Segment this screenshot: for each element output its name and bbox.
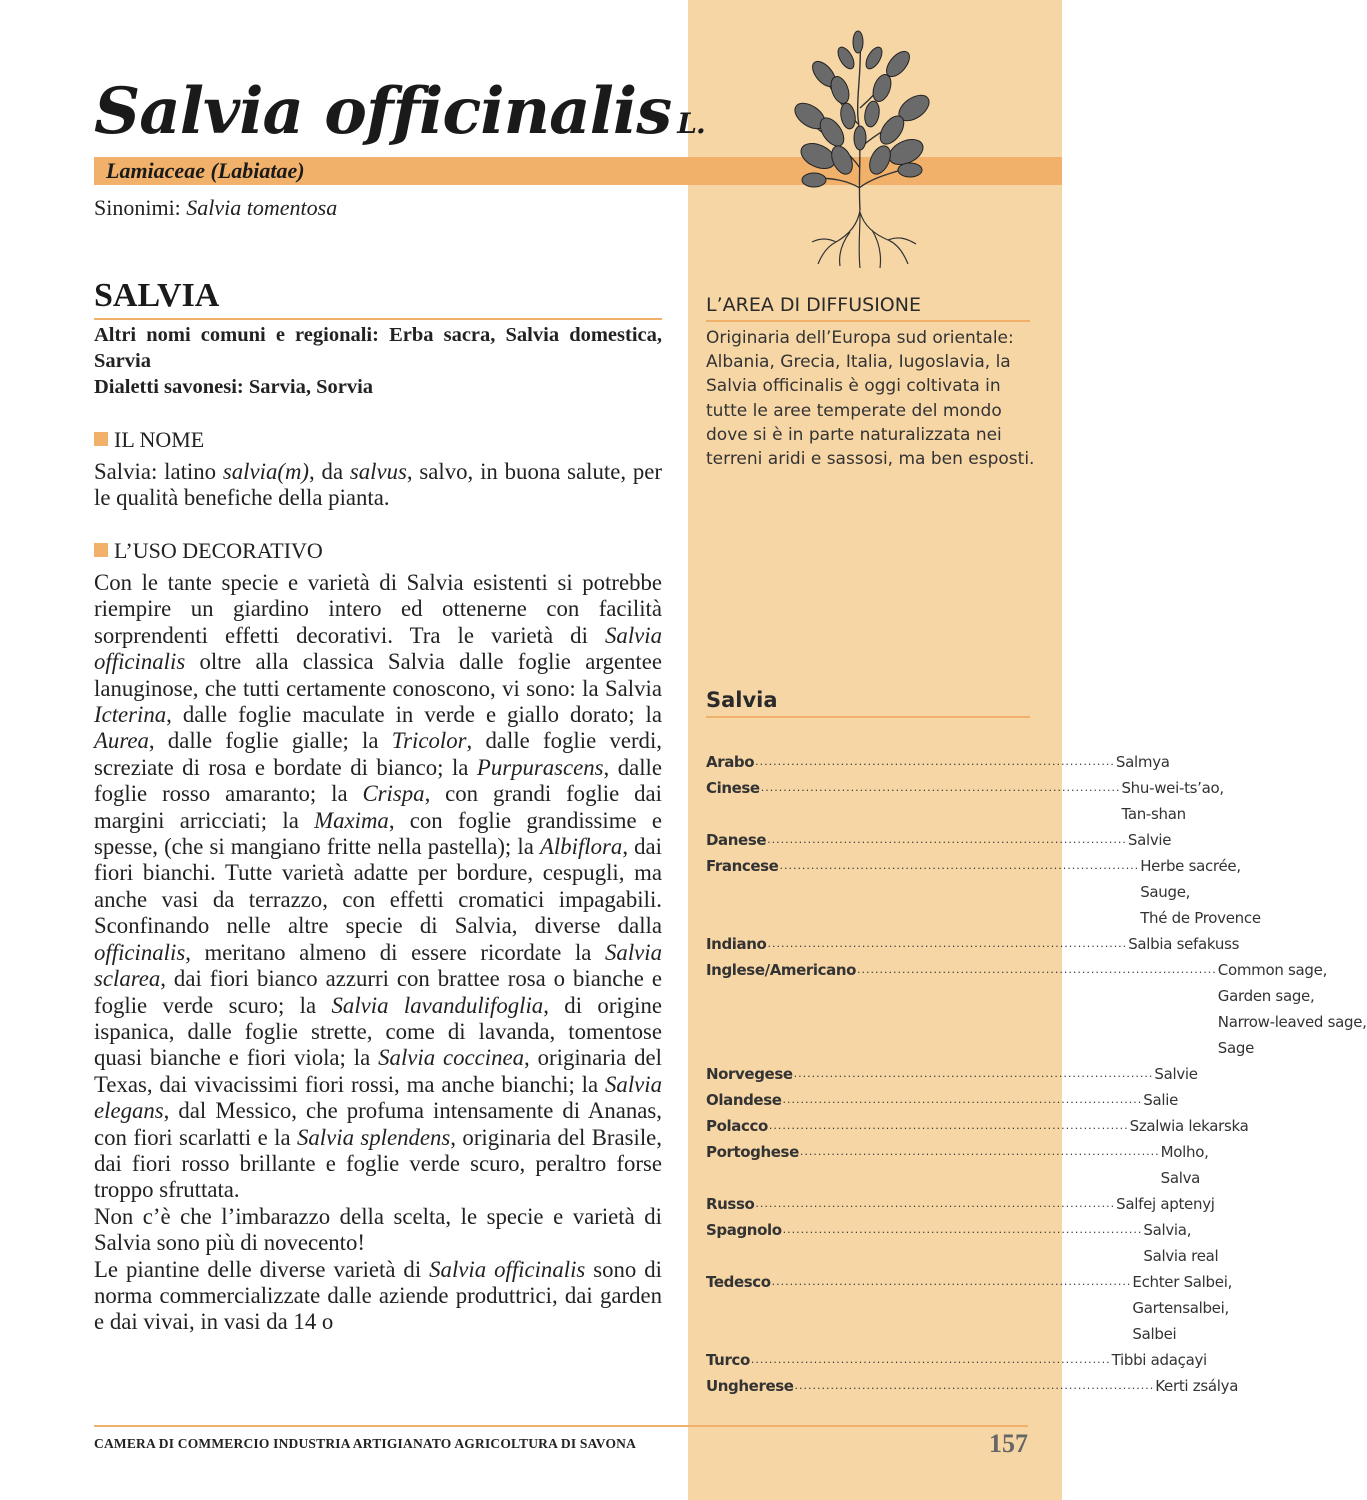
language-label: Ungherese (706, 1377, 794, 1395)
translation-value: Herbe sacrée, (1140, 857, 1241, 875)
translation-value: Common sage, (1217, 961, 1328, 979)
dot-leader: ................................................................................ (755, 755, 1115, 768)
translation-values (1116, 749, 1170, 775)
foreign-names-list (706, 749, 1367, 1399)
translation-value: Narrow-leaved sage, (1217, 1013, 1367, 1031)
translation-values (1154, 1061, 1197, 1087)
name-row (706, 827, 1172, 853)
section-title: IL NOME (114, 427, 205, 452)
language-label: Olandese (706, 1091, 782, 1109)
translation-value: Tan-shan (1121, 805, 1186, 823)
dot-leader: ................................................................................ (857, 963, 1217, 976)
page-number: 157 (989, 1429, 1028, 1458)
dialect-names: Dialetti savonesi: Sarvia, Sorvia (94, 376, 374, 398)
section-heading-nome (94, 426, 204, 454)
translation-value: Garden sage, (1217, 987, 1315, 1005)
title-author: L. (677, 107, 705, 140)
translation-value: Salbei (1132, 1325, 1177, 1343)
footer-divider (94, 1425, 1028, 1427)
translation-value: Molho, (1160, 1143, 1209, 1161)
name-row (706, 1347, 1207, 1373)
synonyms-label: Sinonimi: (94, 195, 181, 220)
translation-values (1112, 1347, 1207, 1373)
translation-values (1218, 957, 1367, 1061)
name-row (706, 1061, 1198, 1087)
language-label: Arabo (706, 753, 755, 771)
section-bullet (94, 432, 108, 446)
dot-leader: ................................................................................ (767, 937, 1128, 950)
uso-decorativo-text (94, 570, 662, 1336)
translation-value: Sauge, (1140, 883, 1191, 901)
paragraph: Con le tante specie e varietà di Salvia esistenti si potrebbe riempire un giardino intero ed ottenerne con facilità sorprendenti effetti decorativi. Tra le varietà di Salvia officinalis oltre alla classica Salvia dalle foglie argentee lanuginose, che tutti certamente conoscono, vi sono: la Salvia Icterina, dalle foglie maculate in verde e giallo dorato; la Aurea, dalle foglie gialle; la Tricolor, dalle foglie verdi, screziate di rosa e bordate di bianco; la Purpurascens, dalle foglie rosso amaranto; la Crispa, con grandi foglie dai margini arricciati; la Maxima, con foglie grandissime e spesse, (che si mangiano fritte nella pastella); la Albiflora, dai fiori bianchi. Tutte varietà adatte per bordure, cespugli, ma anche vasi da terrazzo, con effetti cromatici impagabili. Sconfinando nelle altre specie di Salvia, diverse dalla officinalis, meritano almeno di essere ricordate la Salvia sclarea, dai fiori bianco azzurri con brattee rosa o bianche e foglie verde scuro; la Salvia lavandulifoglia, di origine ispanica, dalle foglie strette, come di lavanda, tomentose quasi bianche e fiori viola; la Salvia coccinea, originaria del Texas, dai vivacissimi fiori rossi, ma anche bianchi; la Salvia elegans, dal Messico, che profuma intensamente di Ananas, con fiori scarlatti e la Salvia splendens, originaria del Brasile, dai fiori rosso brillante e foglie verde scuro, peraltro forse troppo sfruttata. (94, 570, 663, 1203)
language-label: Tedesco (706, 1273, 771, 1291)
translation-value: Salvia real (1143, 1247, 1219, 1265)
translation-value: Salva (1160, 1169, 1201, 1187)
nome-paragraph: Salvia: latino salvia(m), da salvus, salvo, in buona salute, per le qualità benefiche della pianta. (94, 459, 662, 511)
name-row (706, 957, 1367, 1061)
language-label: Polacco (706, 1117, 768, 1135)
translation-value: Szalwia lekarska (1129, 1117, 1249, 1135)
section-bullet (94, 543, 108, 557)
dot-leader: ................................................................................ (771, 1275, 1132, 1288)
dot-leader: ................................................................................ (767, 833, 1127, 846)
translation-value: Salmya (1115, 753, 1170, 771)
name-row (706, 931, 1240, 957)
translation-value: Salfej aptenyj (1116, 1195, 1215, 1213)
section-heading-uso-decorativo (94, 537, 323, 565)
name-row (706, 1217, 1219, 1269)
name-row (706, 749, 1170, 775)
translation-value: Sage (1217, 1039, 1255, 1057)
name-row (706, 1139, 1209, 1191)
dot-leader: ................................................................................ (793, 1067, 1154, 1080)
dot-leader: ................................................................................ (782, 1223, 1143, 1236)
names-heading: Salvia (706, 686, 1030, 718)
translation-value: Salvia, (1143, 1221, 1192, 1239)
translation-values (1132, 1269, 1232, 1347)
dot-leader: ................................................................................ (755, 1197, 1116, 1210)
translation-value: Gartensalbei, (1132, 1299, 1229, 1317)
other-names-block (94, 322, 662, 400)
translation-value: Thé de Provence (1140, 909, 1261, 927)
translation-value: Salvie (1154, 1065, 1198, 1083)
paragraph: Le piantine delle diverse varietà di Salvia officinalis sono di norma commercializzate dalle aziende produttrici, dai garden e dai vivai, in vasi da 14 o (94, 1256, 663, 1335)
language-label: Spagnolo (706, 1221, 782, 1239)
language-label: Turco (706, 1351, 750, 1369)
language-label: Norvegese (706, 1065, 793, 1083)
translation-values (1161, 1139, 1209, 1191)
translation-value: Kerti zsálya (1155, 1377, 1239, 1395)
translation-values (1140, 853, 1261, 931)
dot-leader: ................................................................................ (750, 1353, 1111, 1366)
dot-leader: ................................................................................ (760, 781, 1121, 794)
language-label: Portoghese (706, 1143, 799, 1161)
dot-leader: ................................................................................ (768, 1119, 1129, 1132)
common-name-heading: SALVIA (94, 276, 662, 320)
translation-value: Shu-wei-ts’ao, (1121, 779, 1224, 797)
section-title: L’USO DECORATIVO (114, 538, 323, 563)
synonyms-value: Salvia tomentosa (186, 195, 338, 220)
translation-values (1128, 827, 1171, 853)
language-label: Indiano (706, 935, 767, 953)
dot-leader: ................................................................................ (794, 1379, 1155, 1392)
synonyms-line (94, 194, 337, 222)
dot-leader: ................................................................................ (782, 1093, 1143, 1106)
page-title (94, 74, 705, 162)
diffusion-area-text: Originaria dell’Europa sud orientale: Albania, Grecia, Italia, Iugoslavia, la Salvia officinalis è oggi coltivata in tutte le aree temperate del mondo dove si è in parte naturalizzata nei terreni aridi e sassosi, ma ben esposti. (706, 328, 1035, 470)
dot-leader: ................................................................................ (779, 859, 1140, 872)
translation-value: Tibbi adaçayi (1111, 1351, 1207, 1369)
title-species: Salvia officinalis (94, 74, 672, 149)
language-label: Russo (706, 1195, 755, 1213)
other-names: Altri nomi comuni e regionali: Erba sacra, Salvia domestica, Sarvia (94, 324, 662, 372)
name-row (706, 1373, 1239, 1399)
name-row (706, 775, 1224, 827)
language-label: Cinese (706, 779, 760, 797)
dot-leader: ................................................................................ (799, 1145, 1160, 1158)
translation-values (1128, 931, 1239, 957)
translation-values (1143, 1217, 1218, 1269)
translation-values (1116, 1191, 1215, 1217)
translation-values (1143, 1087, 1178, 1113)
salvia-plant-illustration (788, 28, 936, 272)
translation-value: Salie (1143, 1091, 1179, 1109)
paragraph: Non c’è che l’imbarazzo della scelta, le specie e varietà di Salvia sono più di novecento! (94, 1203, 662, 1256)
diffusion-area-heading: L’AREA DI DIFFUSIONE (706, 292, 1030, 322)
name-row (706, 1113, 1249, 1139)
name-row (706, 1087, 1179, 1113)
translation-value: Salbia sefakuss (1128, 935, 1240, 953)
name-row (706, 1191, 1215, 1217)
language-label: Inglese/Americano (706, 961, 857, 979)
translation-values (1121, 775, 1223, 827)
name-row (706, 853, 1261, 931)
translation-values (1130, 1113, 1249, 1139)
translation-value: Salvie (1127, 831, 1172, 849)
translation-value: Echter Salbei, (1132, 1273, 1233, 1291)
name-row (706, 1269, 1233, 1347)
family-name: Lamiaceae (Labiatae) (106, 158, 305, 183)
language-label: Francese (706, 857, 779, 875)
language-label: Danese (706, 831, 767, 849)
footer-publisher: CAMERA DI COMMERCIO INDUSTRIA ARTIGIANATO AGRICOLTURA DI SAVONA (94, 1436, 637, 1451)
translation-values (1155, 1373, 1238, 1399)
